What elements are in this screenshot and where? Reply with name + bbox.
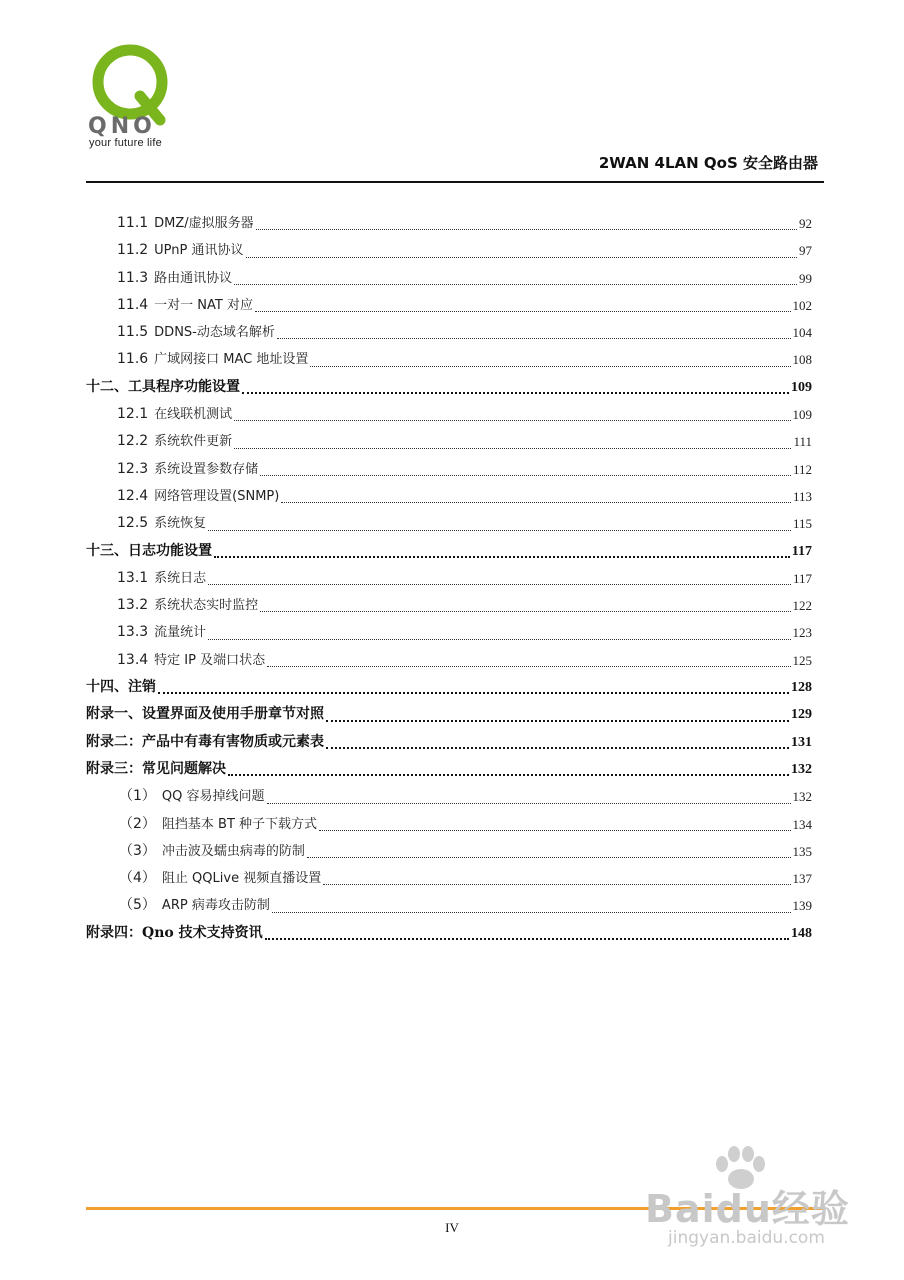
toc-section-row[interactable] [86,592,812,619]
table-of-contents [86,210,812,947]
header-divider [86,181,824,183]
toc-item-label: UPnP 通讯协议 [154,243,244,259]
toc-item-page: 129 [791,707,812,723]
toc-item-number: 13.2 [117,597,149,614]
toc-item-label: ARP 病毒攻击防制 [161,898,270,914]
toc-section-row[interactable] [86,483,812,510]
toc-item-number: 11.5 [117,324,149,341]
toc-item-page: 139 [792,898,812,914]
toc-leader-dots [260,474,791,476]
toc-item-page: 109 [791,379,812,395]
toc-section-row[interactable] [86,265,812,292]
toc-item-page: 135 [792,843,812,859]
toc-item-label: 阻挡基本 BT 种子下载方式 [161,816,318,832]
toc-item-page: 117 [791,543,812,559]
toc-section-row[interactable] [86,647,812,674]
toc-item-label: 路由通讯协议 [154,270,233,286]
toc-section-row[interactable] [86,892,812,919]
toc-leader-dots [326,746,789,749]
toc-leader-dots [267,802,791,804]
toc-item-label: 在线联机测试 [154,407,233,423]
toc-leader-dots [277,337,791,339]
toc-item-number: （5） [119,897,156,914]
toc-item-label: 附录四：Qno 技术支持资讯 [86,924,263,941]
toc-leader-dots [158,691,789,694]
toc-item-number: （4） [119,870,156,887]
toc-item-page: 108 [792,352,812,368]
toc-chapter-row[interactable] [86,729,812,756]
toc-item-label: 附录三：常见问题解决 [86,760,226,777]
toc-item-label: 十二、工具程序功能设置 [86,378,240,395]
toc-item-page: 92 [799,216,812,231]
toc-item-page: 111 [793,434,812,450]
toc-item-label: 十四、注销 [86,679,156,696]
brand-wordmark: QNO [88,114,156,139]
toc-item-number: 12.5 [117,515,149,532]
toc-item-label: QQ 容易掉线问题 [161,789,265,805]
toc-leader-dots [256,228,797,230]
toc-item-label: 系统状态实时监控 [154,598,259,614]
toc-item-number: 13.3 [117,624,149,641]
toc-item-label: 系统设置参数存储 [154,461,259,477]
toc-section-row[interactable] [86,292,812,319]
toc-item-page: 131 [791,734,812,750]
toc-item-label: 附录一、设置界面及使用手册章节对照 [86,706,324,723]
toc-section-row[interactable] [86,619,812,646]
toc-leader-dots [246,256,797,258]
toc-item-page: 132 [792,789,812,805]
toc-leader-dots [326,719,789,722]
toc-item-page: 128 [791,680,812,696]
toc-item-page: 148 [791,925,812,941]
toc-item-label: 网络管理设置(SNMP) [154,488,280,504]
toc-item-number: 13.1 [117,569,149,586]
toc-leader-dots [208,583,791,585]
toc-item-label: DMZ/虚拟服务器 [154,216,254,231]
toc-leader-dots [267,665,790,667]
toc-item-number: 13.4 [117,651,149,668]
toc-section-row[interactable] [86,319,812,346]
toc-leader-dots [260,610,790,612]
toc-item-number: 11.4 [117,296,149,313]
toc-item-label: 一对一 NAT 对应 [154,297,253,313]
toc-item-label: 系统恢复 [154,516,207,532]
toc-item-page: 115 [792,516,812,532]
toc-chapter-row[interactable] [86,701,812,728]
toc-section-row[interactable] [86,510,812,537]
toc-item-number: 12.4 [117,487,149,504]
toc-item-label: 十三、日志功能设置 [86,542,212,559]
toc-leader-dots [265,937,789,940]
toc-leader-dots [228,773,789,776]
toc-item-label: 系统日志 [154,570,207,586]
toc-item-label: 特定 IP 及端口状态 [154,652,266,668]
toc-item-number: （2） [119,815,156,832]
toc-section-row[interactable] [86,346,812,373]
toc-item-number: （3） [119,842,156,859]
toc-leader-dots [234,283,797,285]
toc-item-page: 97 [799,243,812,259]
toc-leader-dots [208,638,790,640]
toc-section-row[interactable] [86,237,812,264]
toc-section-row[interactable] [86,401,812,428]
toc-item-page: 125 [792,652,812,668]
toc-chapter-row[interactable] [86,374,812,401]
toc-leader-dots [234,419,790,421]
toc-section-row[interactable] [86,783,812,810]
toc-item-number: 12.3 [117,460,149,477]
toc-section-row[interactable] [86,865,812,892]
toc-item-number: 11.3 [117,269,149,286]
toc-item-number: 11.1 [117,215,149,231]
toc-item-label: 附录二：产品中有毒有害物质或元素表 [86,733,324,750]
toc-item-page: 134 [792,816,812,832]
toc-item-number: （1） [119,788,156,805]
toc-item-page: 112 [792,461,812,477]
toc-section-row[interactable] [86,565,812,592]
toc-item-label: DDNS-动态域名解析 [154,325,275,341]
toc-item-page: 99 [799,270,812,286]
toc-item-page: 123 [792,625,812,641]
baidu-watermark-url: jingyan.baidu.com [668,1228,825,1248]
toc-section-row[interactable] [86,838,812,865]
toc-item-label: 广域网接口 MAC 地址设置 [154,352,309,368]
toc-leader-dots [307,856,791,858]
toc-section-row[interactable] [86,811,812,838]
toc-item-page: 102 [792,297,812,313]
toc-item-page: 109 [792,407,812,423]
toc-leader-dots [310,365,790,367]
toc-item-number: 11.6 [117,351,149,368]
toc-item-label: 系统软件更新 [154,434,233,450]
toc-leader-dots [319,829,790,831]
toc-chapter-row[interactable] [86,920,812,947]
toc-chapter-row[interactable] [86,538,812,565]
toc-item-label: 流量统计 [154,625,207,641]
toc-item-page: 137 [792,871,812,887]
toc-leader-dots [323,883,790,885]
toc-item-page: 113 [792,488,812,504]
toc-item-label: 冲击波及蠕虫病毒的防制 [161,843,305,859]
toc-section-row[interactable] [86,456,812,483]
toc-leader-dots [255,310,791,312]
toc-leader-dots [208,529,791,531]
toc-chapter-row[interactable] [86,756,812,783]
toc-item-page: 122 [792,598,812,614]
toc-item-number: 12.2 [117,433,149,450]
document-title: 2WAN 4LAN QoS 安全路由器 [598,154,818,172]
toc-section-row[interactable] [86,428,812,455]
toc-item-page: 117 [792,570,812,586]
toc-item-number: 12.1 [117,406,149,423]
toc-item-label: 阻止 QQLive 视频直播设置 [161,871,322,887]
brand-tagline: your future life [89,137,162,149]
toc-item-number: 11.2 [117,242,149,259]
toc-chapter-row[interactable] [86,674,812,701]
toc-item-page: 104 [792,325,812,341]
toc-leader-dots [242,391,789,394]
toc-section-row[interactable] [86,210,812,237]
page-number: IV [445,1220,459,1235]
toc-leader-dots [281,501,791,503]
toc-leader-dots [214,555,790,558]
baidu-watermark: Baidu经验 [645,1187,850,1231]
toc-leader-dots [272,911,791,913]
toc-item-page: 132 [791,761,812,777]
toc-leader-dots [234,447,791,449]
